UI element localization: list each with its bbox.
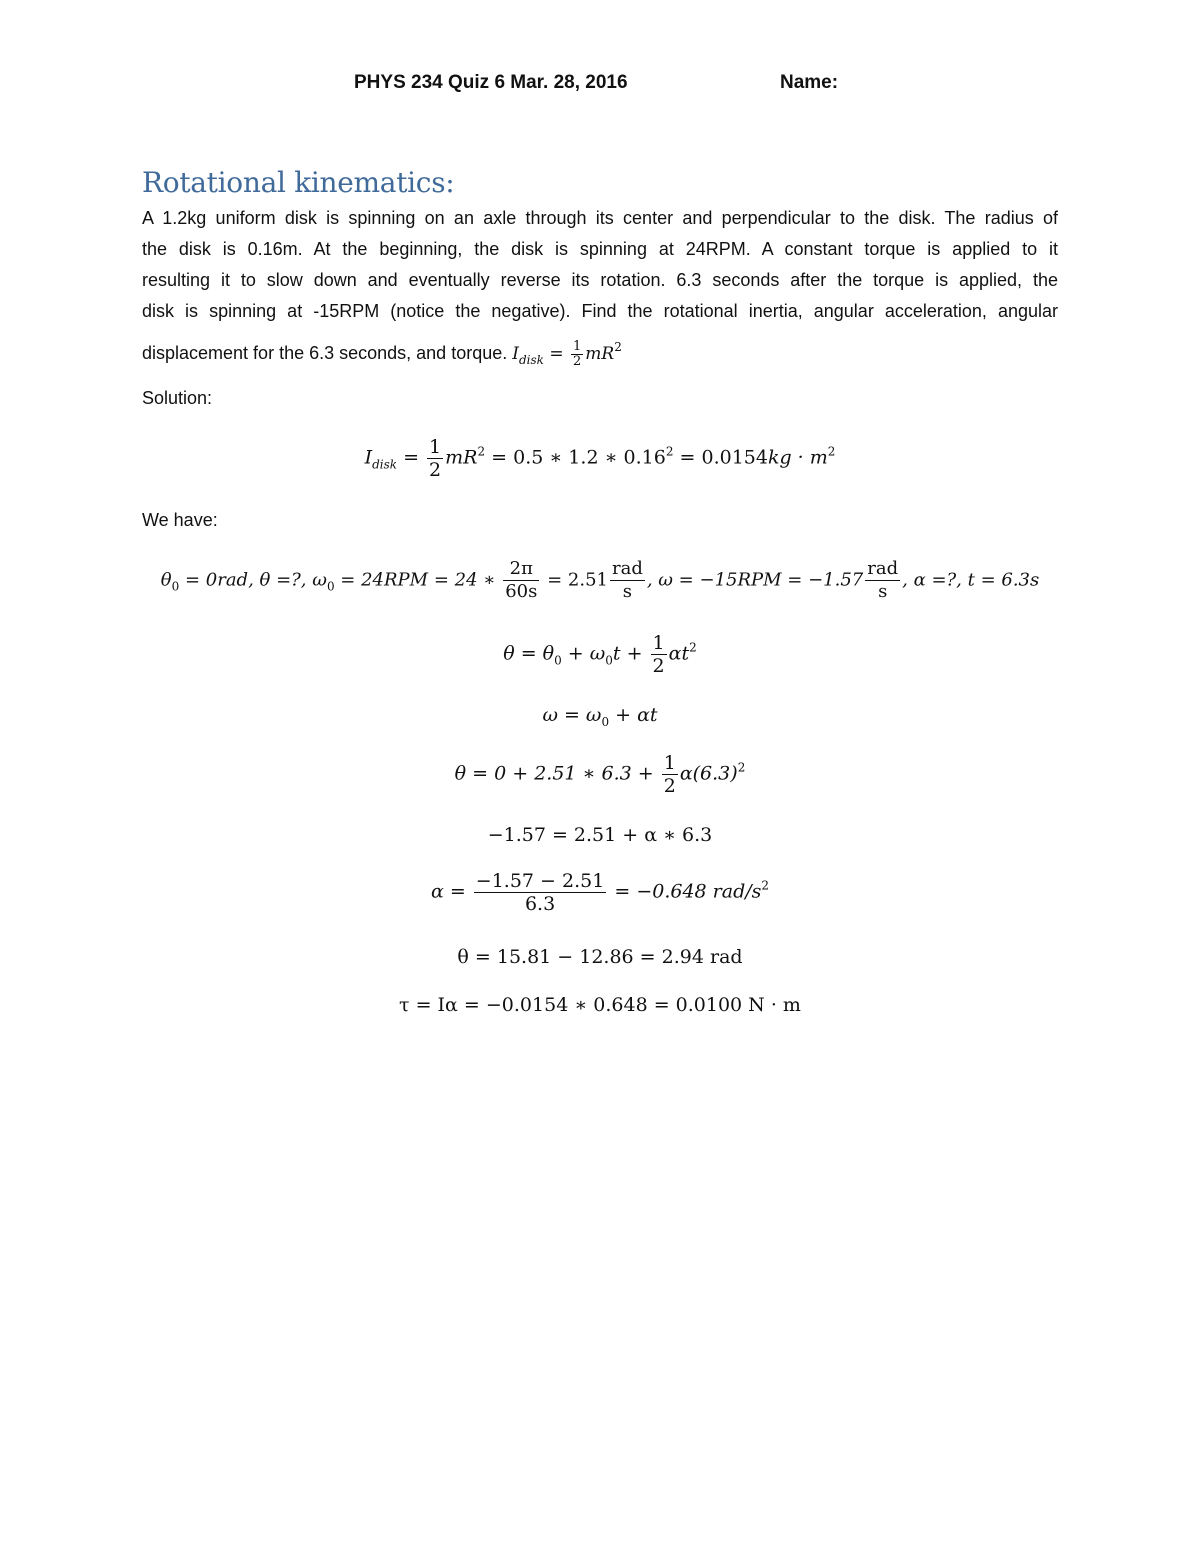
page-header: [0, 72, 1200, 102]
problem-line-text: displacement for the 6.3 seconds, and torque.: [142, 343, 508, 363]
equation-kinematic-theta: $\theta = \theta_0 + \omega_0t$ + $\frac{1}{2}$ $\alpha t^2$: [503, 632, 697, 677]
problem-line: disk is spinning at -15RPM (notice the negative). Find the rotational inertia, angular acceleration, angular: [142, 301, 1058, 321]
name-label: Name:: [780, 72, 839, 93]
equation-substitution-omega: −1.57 = 2.51 + α ∗ 6.3: [487, 824, 713, 846]
equation-torque: τ = Iα = −0.0154 ∗ 0.648 = 0.0100 N · m: [399, 994, 801, 1016]
equation-kinematic-omega: $\omega = \omega_0 + \alpha t$: [542, 704, 658, 729]
inertia-formula-inline: $I_{disk}$ = $\frac{1}{2}$ $mR^2$: [512, 339, 622, 369]
fraction: $\frac{1}{2}$: [429, 436, 442, 481]
problem-line: A 1.2kg uniform disk is spinning on an axle through its center and perpendicular to the disk. The radius of: [142, 208, 1058, 228]
problem-line: resulting it to slow down and eventually reverse its rotation. 6.3 seconds after the torque is applied, the: [142, 270, 1058, 290]
problem-line: the disk is 0.16m. At the beginning, the disk is spinning at 24RPM. A constant torque is applied to it: [142, 239, 1058, 259]
quiz-title: PHYS 234 Quiz 6 Mar. 28, 2016: [354, 72, 628, 93]
equation-theta-result: θ = 15.81 − 12.86 = 2.94 rad: [457, 946, 743, 968]
we-have-label: We have:: [142, 510, 218, 530]
fraction: $\frac{1}{2}$: [572, 339, 582, 369]
equation-inertia: $I_{disk}$ = $\frac{1}{2}$ $mR^2 = 0.5$ ∗ 1.2 ∗ $0.16^2 = 0.0154kg \cdot m^2$: [364, 436, 836, 481]
section-heading: Rotational kinematics:: [142, 166, 455, 199]
fraction: $\frac{1}{2}$: [652, 632, 665, 677]
problem-statement: [142, 203, 1058, 367]
fraction: $\frac{2\pi}{60s}$: [505, 558, 538, 602]
equation-substitution-theta: θ = 0 + 2.51 ∗ 6.3 + $\frac{1}{2}$ $\alpha(6.3)^2$: [454, 752, 746, 797]
problem-line-last: [142, 327, 1058, 367]
fraction: $\frac{\text{rad}}{s}$: [611, 558, 643, 602]
fraction: $\frac{1}{2}$: [663, 752, 676, 797]
solution-label: Solution:: [142, 388, 213, 408]
equation-alpha: α = $\frac{-1.57 - 2.51}{6.3}$ = −0.648 rad/$s^2$: [430, 870, 770, 915]
fraction: $\frac{-1.57 - 2.51}{6.3}$: [475, 870, 605, 915]
equation-givens: $\theta_0 = 0rad$, θ =?, $\omega_0 = 24RPM = 24$ ∗ $\frac{2\pi}{60s}$ = 2.51 $\frac{\text{rad}}{s}$ , ω = −15RPM = −1.57 $\frac{\text{rad}}{s}$ , α =?, t = 6.3s: [160, 558, 1040, 602]
fraction: $\frac{\text{rad}}{s}$: [867, 558, 899, 602]
